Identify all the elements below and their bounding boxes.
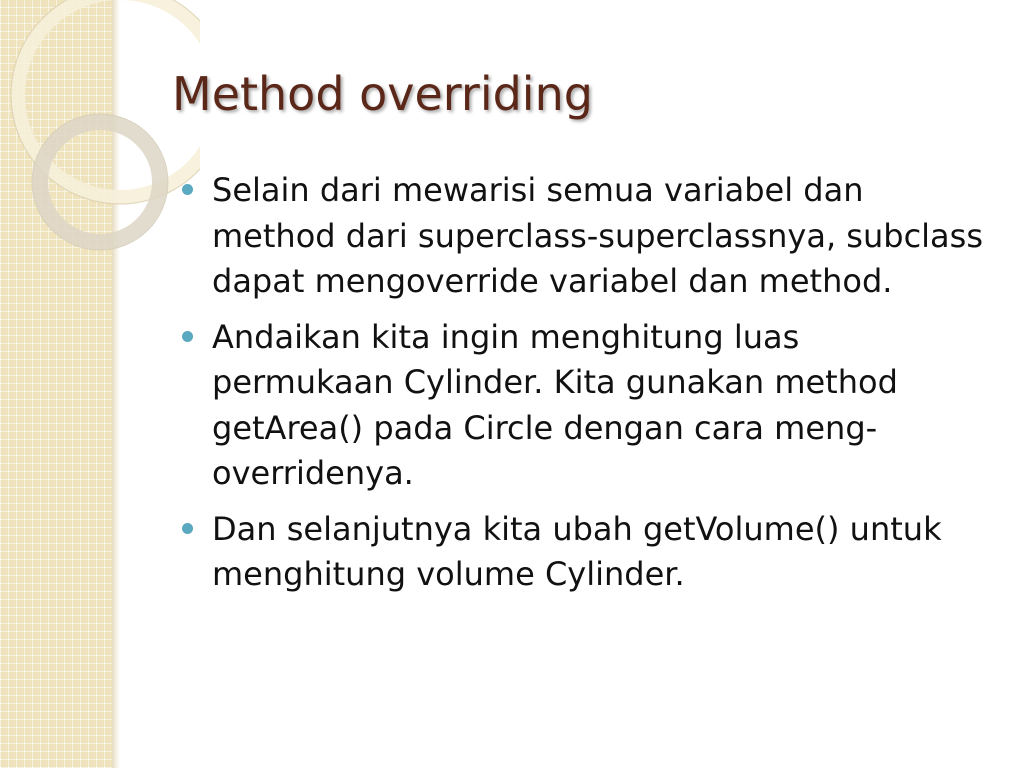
bullet-item [178, 315, 988, 497]
bullet-item [178, 168, 988, 305]
bullet-item [178, 507, 988, 598]
bullet-dot-icon [182, 523, 193, 534]
bullet-dot-icon [182, 331, 193, 342]
bullet-text: Dan selanjutnya kita ubah getVolume() untuk menghitung volume Cylinder. [212, 509, 942, 593]
bullet-text: Selain dari mewarisi semua variabel dan method dari superclass-superclassnya, subclass dapat mengoverride variabel dan method. [212, 171, 983, 300]
bullet-text: Andaikan kita ingin menghitung luas permukaan Cylinder. Kita gunakan method getArea() pada Circle dengan cara meng-overridenya. [212, 317, 898, 492]
slide-title: Method overriding [172, 67, 593, 121]
bullet-dot-icon [182, 184, 193, 195]
bullet-list [178, 168, 988, 608]
decorative-circles [0, 0, 200, 260]
